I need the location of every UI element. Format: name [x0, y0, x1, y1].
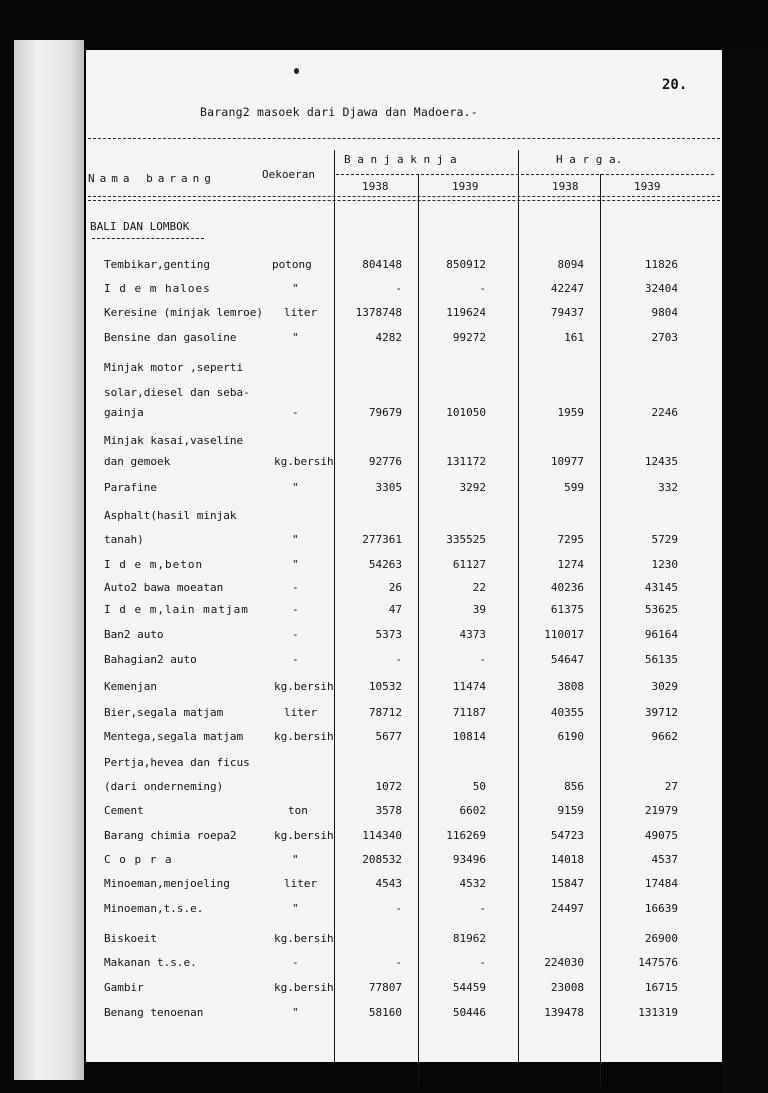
cell-v: 4537	[651, 853, 678, 866]
header-year-v1938: 1938	[552, 180, 579, 193]
cell-unit: -	[292, 581, 299, 594]
cell-q: 39	[472, 603, 486, 616]
cell-unit: kg.bersih	[274, 932, 334, 945]
cell-v: 15847	[550, 877, 584, 890]
cell-q: 3578	[375, 804, 402, 817]
cell-q: -	[395, 653, 402, 666]
cell-v: 6190	[557, 730, 584, 743]
cell-q: 1072	[375, 780, 402, 793]
cell-name: Benang tenoenan	[104, 1006, 204, 1019]
cell-q: 4532	[459, 877, 486, 890]
header-quantity-group: B a n j a k n j a	[344, 153, 457, 166]
cell-v: 10977	[550, 455, 584, 468]
cell-q: 93496	[452, 853, 486, 866]
cell-q: 277361	[362, 533, 402, 546]
cell-name: I d e m,lain matjam	[104, 603, 249, 616]
cell-q: -	[395, 956, 402, 969]
cell-v: 332	[658, 481, 678, 494]
cell-q: 99272	[452, 331, 486, 344]
cell-v: 139478	[544, 1006, 584, 1019]
cell-q: 6602	[459, 804, 486, 817]
column-rule-2	[418, 174, 419, 1086]
cell-v: 27	[664, 780, 678, 793]
cell-unit: kg.bersih	[274, 981, 334, 994]
cell-v: 23008	[550, 981, 584, 994]
cell-name: Ban2 auto	[104, 628, 164, 641]
cell-name: Bier,segala matjam	[104, 706, 224, 719]
cell-q: 47	[388, 603, 402, 616]
column-rule-3	[518, 150, 519, 1062]
cell-q: 5373	[375, 628, 402, 641]
cell-name: Bahagian2 auto	[104, 653, 197, 666]
cell-q: 1378748	[355, 306, 402, 319]
cell-unit: "	[292, 902, 299, 915]
header-unit: Oekoeran	[262, 168, 315, 181]
cell-name: gainja	[104, 406, 144, 419]
column-rule-4	[600, 174, 601, 1086]
cell-q: 58160	[368, 1006, 402, 1019]
cell-unit: -	[292, 406, 299, 419]
cell-q: -	[395, 282, 402, 295]
cell-q: 79679	[368, 406, 402, 419]
cell-v: 54723	[550, 829, 584, 842]
cell-q: 50446	[452, 1006, 486, 1019]
cell-name: I d e m,beton	[104, 558, 204, 571]
cell-v: 161	[564, 331, 584, 344]
cell-v: 12435	[644, 455, 678, 468]
cell-q: 10532	[368, 680, 402, 693]
cell-v: 110017	[544, 628, 584, 641]
cell-q: 119624	[446, 306, 486, 319]
cell-name: Makanan t.s.e.	[104, 956, 197, 969]
cell-q: 22	[472, 581, 486, 594]
title-divider	[88, 138, 720, 139]
cell-q: -	[479, 902, 486, 915]
header-year-q1939: 1939	[452, 180, 479, 193]
cell-unit: liter	[284, 306, 318, 319]
cell-unit: kg.bersih	[274, 455, 334, 468]
section-title: BALI DAN LOMBOK	[90, 220, 190, 233]
cell-v: 8094	[557, 258, 584, 271]
cell-name: Barang chimia roepa2	[104, 829, 237, 842]
cell-v: 40236	[550, 581, 584, 594]
cell-name: Minoeman,t.s.e.	[104, 902, 204, 915]
cell-unit: "	[292, 558, 299, 571]
cell-v: 856	[564, 780, 584, 793]
cell-unit: kg.bersih	[274, 829, 334, 842]
cell-q: 11474	[452, 680, 486, 693]
cell-v: 147576	[638, 956, 678, 969]
column-rule-1	[334, 150, 335, 1062]
page-title: Barang2 masoek dari Djawa dan Madoera.-	[200, 105, 478, 119]
cell-q: 114340	[362, 829, 402, 842]
cell-name: I d e m haloes	[104, 282, 211, 295]
cell-unit: -	[292, 956, 299, 969]
cell-v: 11826	[644, 258, 678, 271]
cell-v: 5729	[651, 533, 678, 546]
cell-q: 335525	[446, 533, 486, 546]
cell-v: 40355	[550, 706, 584, 719]
scan-border-right	[722, 50, 768, 1093]
cell-q: 92776	[368, 455, 402, 468]
cell-name: Auto2 bawa moeatan	[104, 581, 224, 594]
cell-name: C o p r a	[104, 853, 173, 866]
cell-v: 53625	[644, 603, 678, 616]
cell-name: tanah)	[104, 533, 144, 546]
cell-name: Mentega,segala matjam	[104, 730, 244, 743]
cell-v: 21979	[644, 804, 678, 817]
cell-q: 78712	[368, 706, 402, 719]
page-number: 20.	[662, 77, 688, 93]
cell-v: 61375	[550, 603, 584, 616]
cell-q: 116269	[446, 829, 486, 842]
cell-q: 54263	[368, 558, 402, 571]
section-underline	[92, 238, 204, 239]
document-page	[86, 50, 722, 1062]
cell-q: 61127	[452, 558, 486, 571]
cell-unit: "	[292, 533, 299, 546]
cell-v: 2246	[651, 406, 678, 419]
cell-unit: ton	[288, 804, 308, 817]
cell-name: Biskoeit	[104, 932, 157, 945]
cell-unit: potong	[272, 258, 312, 271]
cell-v: 96164	[644, 628, 678, 641]
cell-v: 9159	[557, 804, 584, 817]
cell-q: 5677	[375, 730, 402, 743]
cell-name: Parafine	[104, 481, 157, 494]
cell-name: Minjak motor ,seperti	[104, 361, 244, 374]
cell-v: 3808	[557, 680, 584, 693]
cell-name: Keresine (minjak lemroe)	[104, 306, 263, 319]
cell-v: 3029	[651, 680, 678, 693]
cell-unit: kg.bersih	[274, 680, 334, 693]
cell-q: 4373	[459, 628, 486, 641]
cell-q: 131172	[446, 455, 486, 468]
cell-q: 850912	[446, 258, 486, 271]
cell-v: 599	[564, 481, 584, 494]
cell-unit: "	[292, 1006, 299, 1019]
cell-v: 14018	[550, 853, 584, 866]
cell-v: 49075	[644, 829, 678, 842]
cell-q: 208532	[362, 853, 402, 866]
cell-name: Gambir	[104, 981, 144, 994]
cell-v: 7295	[557, 533, 584, 546]
cell-v: 32404	[644, 282, 678, 295]
cell-unit: "	[292, 481, 299, 494]
cell-name: Bensine dan gasoline	[104, 331, 237, 344]
cell-v: 26900	[644, 932, 678, 945]
cell-name: solar,diesel dan seba-	[104, 386, 250, 399]
cell-v: 43145	[644, 581, 678, 594]
cell-q: 77807	[368, 981, 402, 994]
cell-name: Minoeman,menjoeling	[104, 877, 230, 890]
cell-q: -	[395, 902, 402, 915]
cell-unit: liter	[284, 877, 318, 890]
cell-name: Minjak kasai,vaseline	[104, 434, 244, 447]
cell-q: 3305	[375, 481, 402, 494]
header-divider	[88, 196, 720, 197]
cell-q: 26	[388, 581, 402, 594]
cell-q: -	[479, 956, 486, 969]
cell-name: Kemenjan	[104, 680, 157, 693]
cell-v: 39712	[644, 706, 678, 719]
header-divider-second	[88, 200, 720, 201]
cell-q: 71187	[452, 706, 486, 719]
header-item-name: Nama barang	[88, 172, 216, 185]
cell-v: 1274	[557, 558, 584, 571]
cell-v: 224030	[544, 956, 584, 969]
cell-q: -	[479, 653, 486, 666]
cell-name: (dari onderneming)	[104, 780, 224, 793]
header-year-q1938: 1938	[362, 180, 389, 193]
cell-v: 42247	[550, 282, 584, 295]
adjacent-page-strip	[14, 40, 84, 1080]
cell-name: Tembikar,genting	[104, 258, 210, 271]
cell-v: 56135	[644, 653, 678, 666]
cell-v: 24497	[550, 902, 584, 915]
cell-unit: "	[292, 282, 299, 295]
cell-unit: kg.bersih	[274, 730, 334, 743]
cell-v: 17484	[644, 877, 678, 890]
header-subdivider	[336, 174, 714, 175]
cell-unit: -	[292, 628, 299, 641]
cell-unit: -	[292, 603, 299, 616]
cell-name: Cement	[104, 804, 144, 817]
cell-q: 4543	[375, 877, 402, 890]
cell-v: 131319	[638, 1006, 678, 1019]
cell-v: 9662	[651, 730, 678, 743]
cell-name: dan gemoek	[104, 455, 171, 468]
cell-q: 804148	[362, 258, 402, 271]
cell-name: Pertja,hevea dan ficus	[104, 756, 250, 769]
cell-unit: "	[292, 853, 299, 866]
header-value-group: H a r g a.	[556, 153, 623, 166]
cell-v: 2703	[651, 331, 678, 344]
cell-v: 79437	[550, 306, 584, 319]
cell-q: 54459	[452, 981, 486, 994]
cell-q: 4282	[375, 331, 402, 344]
cell-v: 54647	[550, 653, 584, 666]
cell-q: -	[479, 282, 486, 295]
cell-v: 16639	[644, 902, 678, 915]
cell-q: 50	[472, 780, 486, 793]
cell-name: Asphalt(hasil minjak	[104, 509, 237, 522]
cell-unit: -	[292, 653, 299, 666]
cell-q: 10814	[452, 730, 486, 743]
ink-speck	[294, 68, 299, 74]
cell-v: 1959	[557, 406, 584, 419]
cell-q: 3292	[459, 481, 486, 494]
cell-q: 101050	[446, 406, 486, 419]
cell-unit: "	[292, 331, 299, 344]
cell-v: 1230	[651, 558, 678, 571]
cell-v: 16715	[644, 981, 678, 994]
header-year-v1939: 1939	[634, 180, 661, 193]
cell-unit: liter	[284, 706, 318, 719]
cell-q: 81962	[452, 932, 486, 945]
cell-v: 9804	[651, 306, 678, 319]
